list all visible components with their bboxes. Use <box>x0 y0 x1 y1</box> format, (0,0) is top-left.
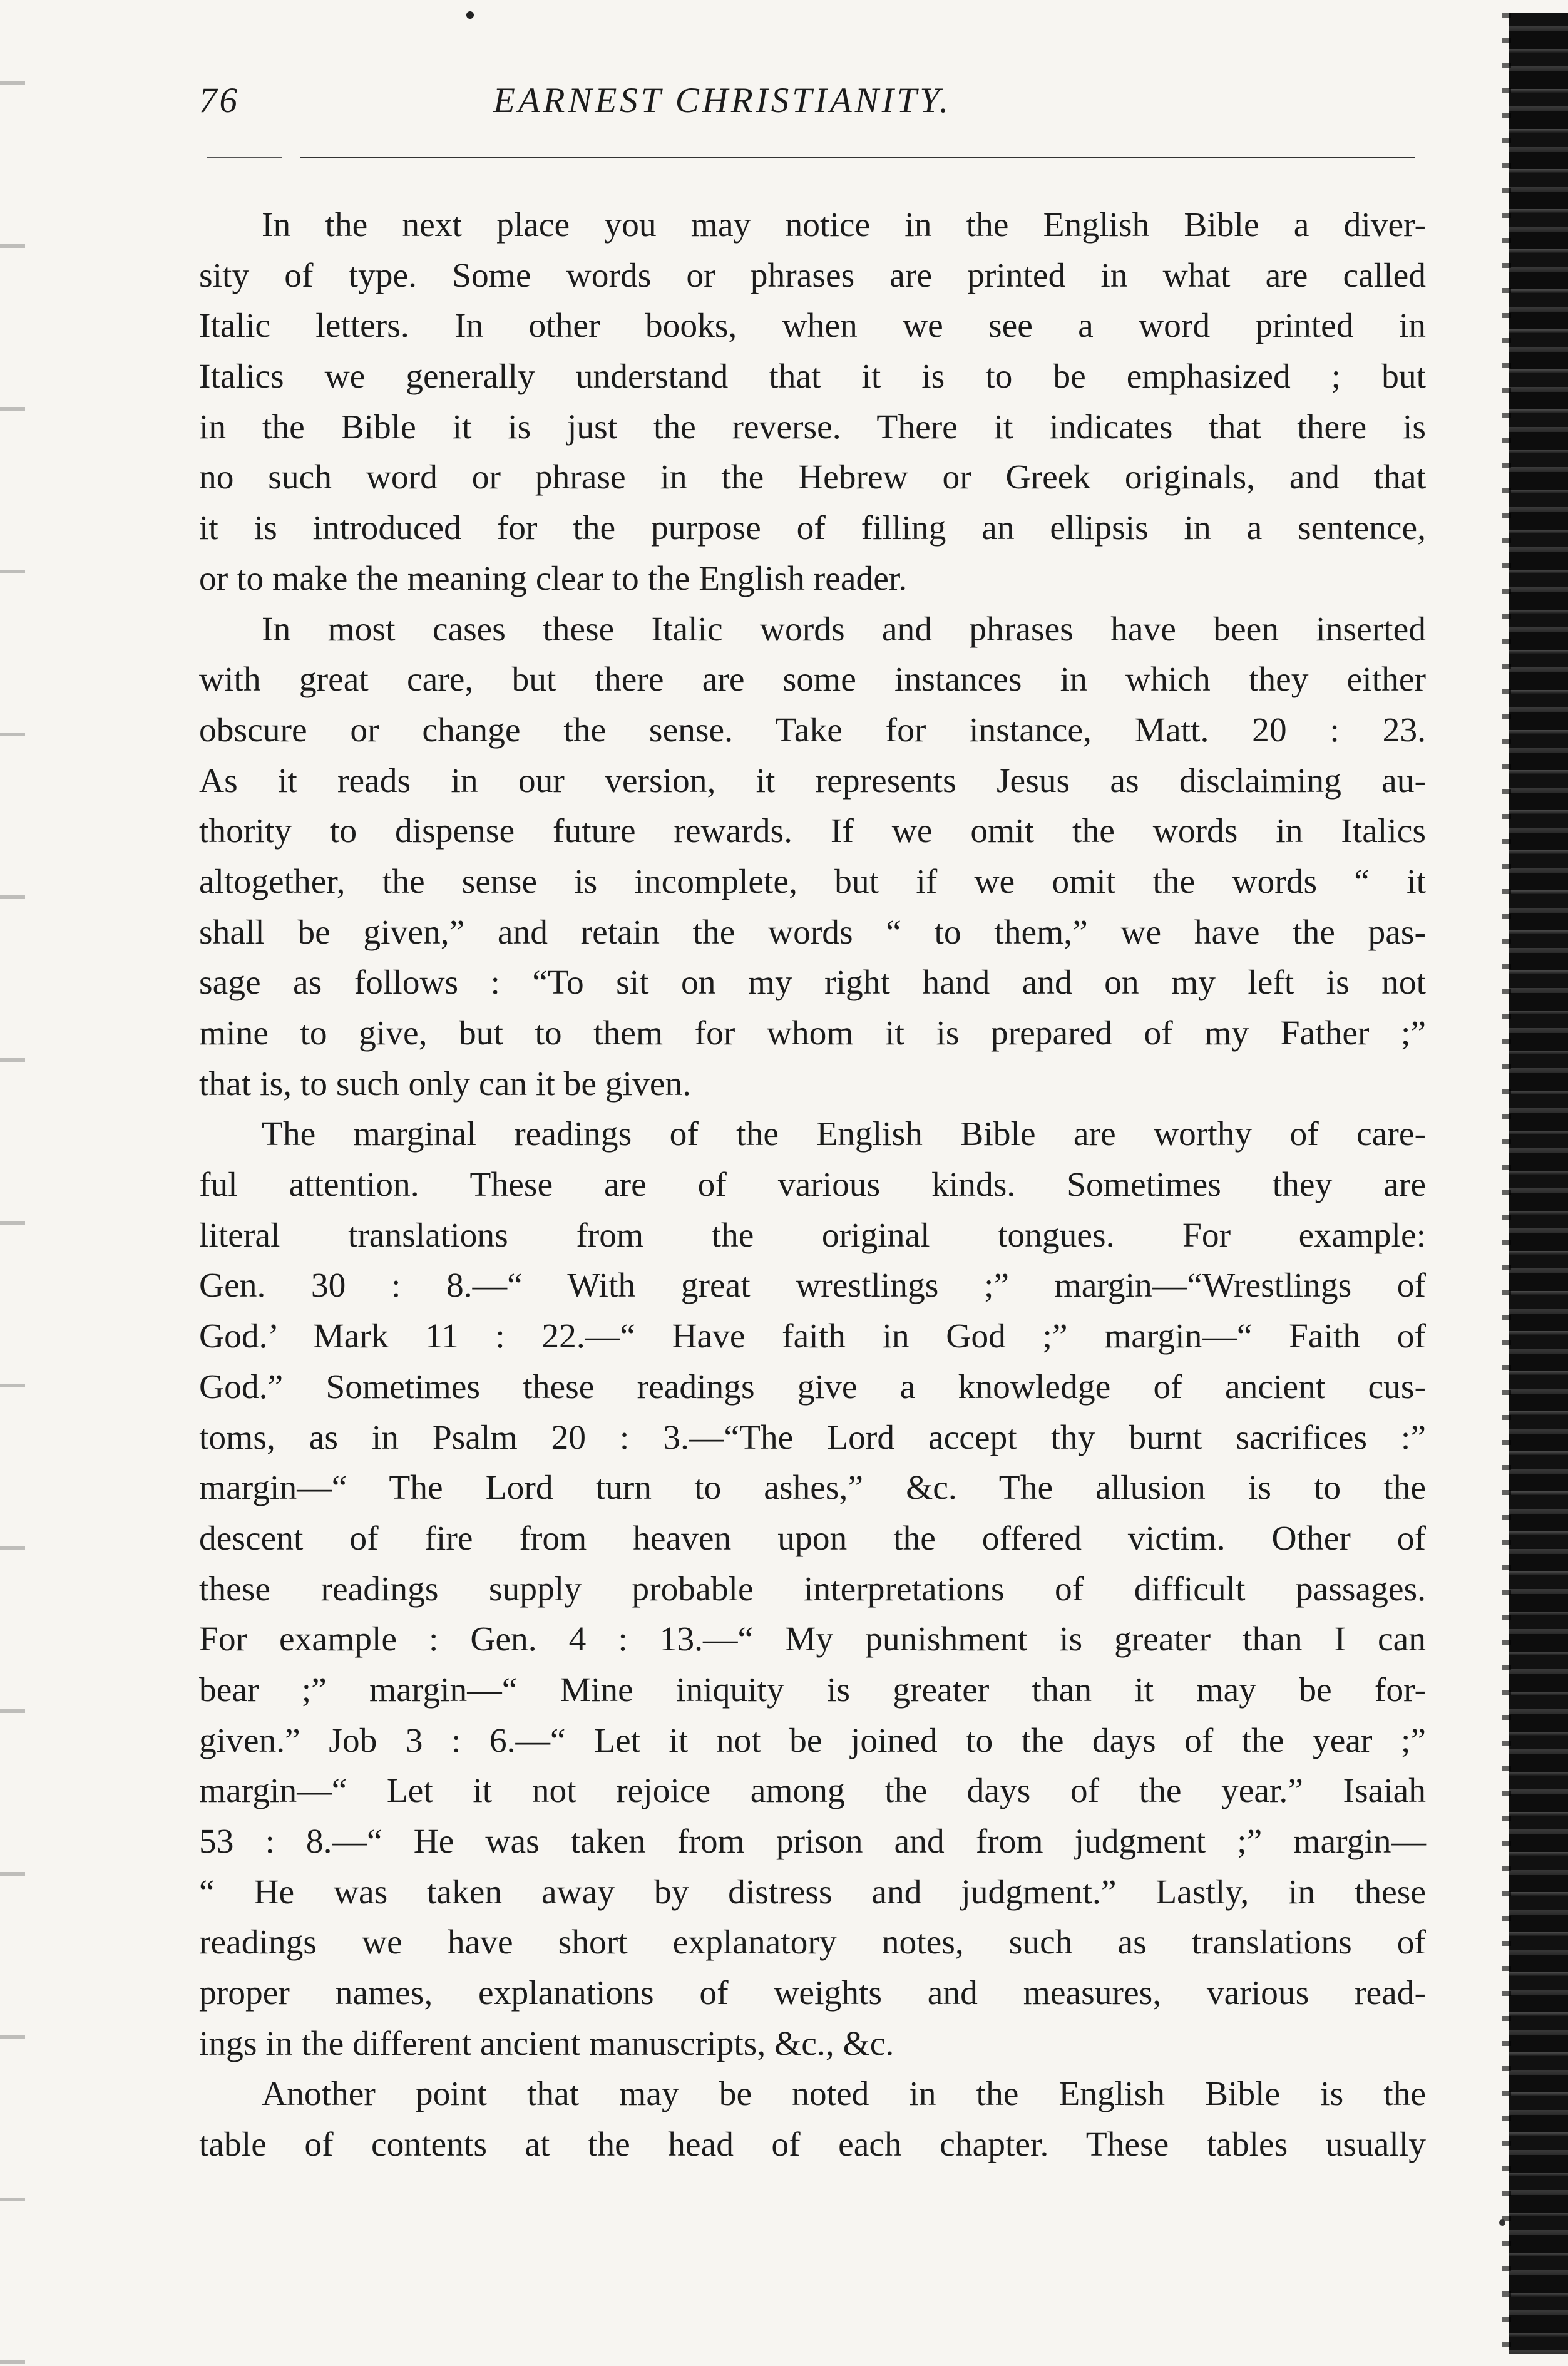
page-header <box>199 80 1420 140</box>
text-line: “ He was taken away by distress and judgment.” Lastly, in these <box>199 1873 1426 1911</box>
body-text <box>199 200 1426 2171</box>
text-line: shall be given,” and retain the words “ to them,” we have the pas- <box>199 913 1426 952</box>
text-line: Gen. 30 : 8.—“ With great wrestlings ;” margin—“Wrestlings of <box>199 1267 1426 1305</box>
text-line: margin—“ Let it not rejoice among the days of the year.” Isaiah <box>199 1772 1426 1811</box>
text-line: readings we have short explanatory notes, such as translations of <box>199 1923 1426 1962</box>
text-line: 53 : 8.—“ He was taken from prison and from judgment ;” margin— <box>199 1823 1426 1861</box>
text-line: altogether, the sense is incomplete, but if we omit the words “ it <box>199 862 1426 901</box>
text-line: these readings supply probable interpretations of difficult passages. <box>199 1570 1426 1608</box>
text-line: it is introduced for the purpose of filling an ellipsis in a sentence, <box>199 509 1426 548</box>
text-line: proper names, explanations of weights and measures, various read- <box>199 1974 1426 2013</box>
text-line: with great care, but there are some instances in which they either <box>199 661 1426 699</box>
text-line: sage as follows : “To sit on my right hand and on my left is not <box>199 964 1426 1002</box>
scan-speck <box>466 11 474 19</box>
text-line: As it reads in our version, it represents Jesus as disclaiming au- <box>199 761 1426 800</box>
text-line: table of contents at the head of each chapter. These tables usually <box>199 2126 1426 2164</box>
page-number: 76 <box>199 81 240 120</box>
text-line: thority to dispense future rewards. If we omit the words in Italics <box>199 812 1426 851</box>
text-line: given.” Job 3 : 6.—“ Let it not be joined to the days of the year ;” <box>199 1721 1426 1760</box>
scan-speck <box>1499 2219 1505 2226</box>
text-line: In the next place you may notice in the English Bible a diver- <box>262 206 1426 244</box>
text-line: God.’ Mark 11 : 22.—“ Have faith in God ;” margin—“ Faith of <box>199 1317 1426 1356</box>
text-line: The marginal readings of the English Bible are worthy of care- <box>262 1115 1426 1154</box>
text-line: obscure or change the sense. Take for instance, Matt. 20 : 23. <box>199 711 1426 749</box>
header-rule <box>207 157 1415 158</box>
running-head: EARNEST CHRISTIANITY. <box>493 81 952 120</box>
text-line: or to make the meaning clear to the English reader. <box>199 559 908 598</box>
text-line: sity of type. Some words or phrases are printed in what are called <box>199 256 1426 295</box>
scan-binding-strip <box>1509 13 1568 2354</box>
scan-left-edge <box>0 0 25 2366</box>
text-line: ings in the different ancient manuscripts, &c., &c. <box>199 2024 894 2063</box>
text-line: In most cases these Italic words and phrases have been inserted <box>262 610 1426 649</box>
text-line: mine to give, but to them for whom it is prepared of my Father ;” <box>199 1014 1426 1052</box>
text-line: no such word or phrase in the Hebrew or Greek originals, and that <box>199 458 1426 497</box>
text-line: ful attention. These are of various kinds. Sometimes they are <box>199 1166 1426 1205</box>
text-line: descent of fire from heaven upon the offered victim. Other of <box>199 1519 1426 1558</box>
text-line: literal translations from the original tongues. For example: <box>199 1216 1426 1255</box>
text-line: God.” Sometimes these readings give a knowledge of ancient cus- <box>199 1367 1426 1406</box>
text-line: Italic letters. In other books, when we see a word printed in <box>199 307 1426 346</box>
text-line: in the Bible it is just the reverse. There it indicates that there is <box>199 408 1426 446</box>
text-line: bear ;” margin—“ Mine iniquity is greater than it may be for- <box>199 1670 1426 1709</box>
text-line: margin—“ The Lord turn to ashes,” &c. The allusion is to the <box>199 1469 1426 1508</box>
text-line: that is, to such only can it be given. <box>199 1064 692 1103</box>
text-line: Another point that may be noted in the English Bible is the <box>262 2075 1426 2114</box>
text-line: toms, as in Psalm 20 : 3.—“The Lord accept thy burnt sacrifices :” <box>199 1418 1426 1457</box>
text-line: Italics we generally understand that it is to be emphasized ; but <box>199 357 1426 396</box>
text-line: For example : Gen. 4 : 13.—“ My punishment is greater than I can <box>199 1620 1426 1659</box>
